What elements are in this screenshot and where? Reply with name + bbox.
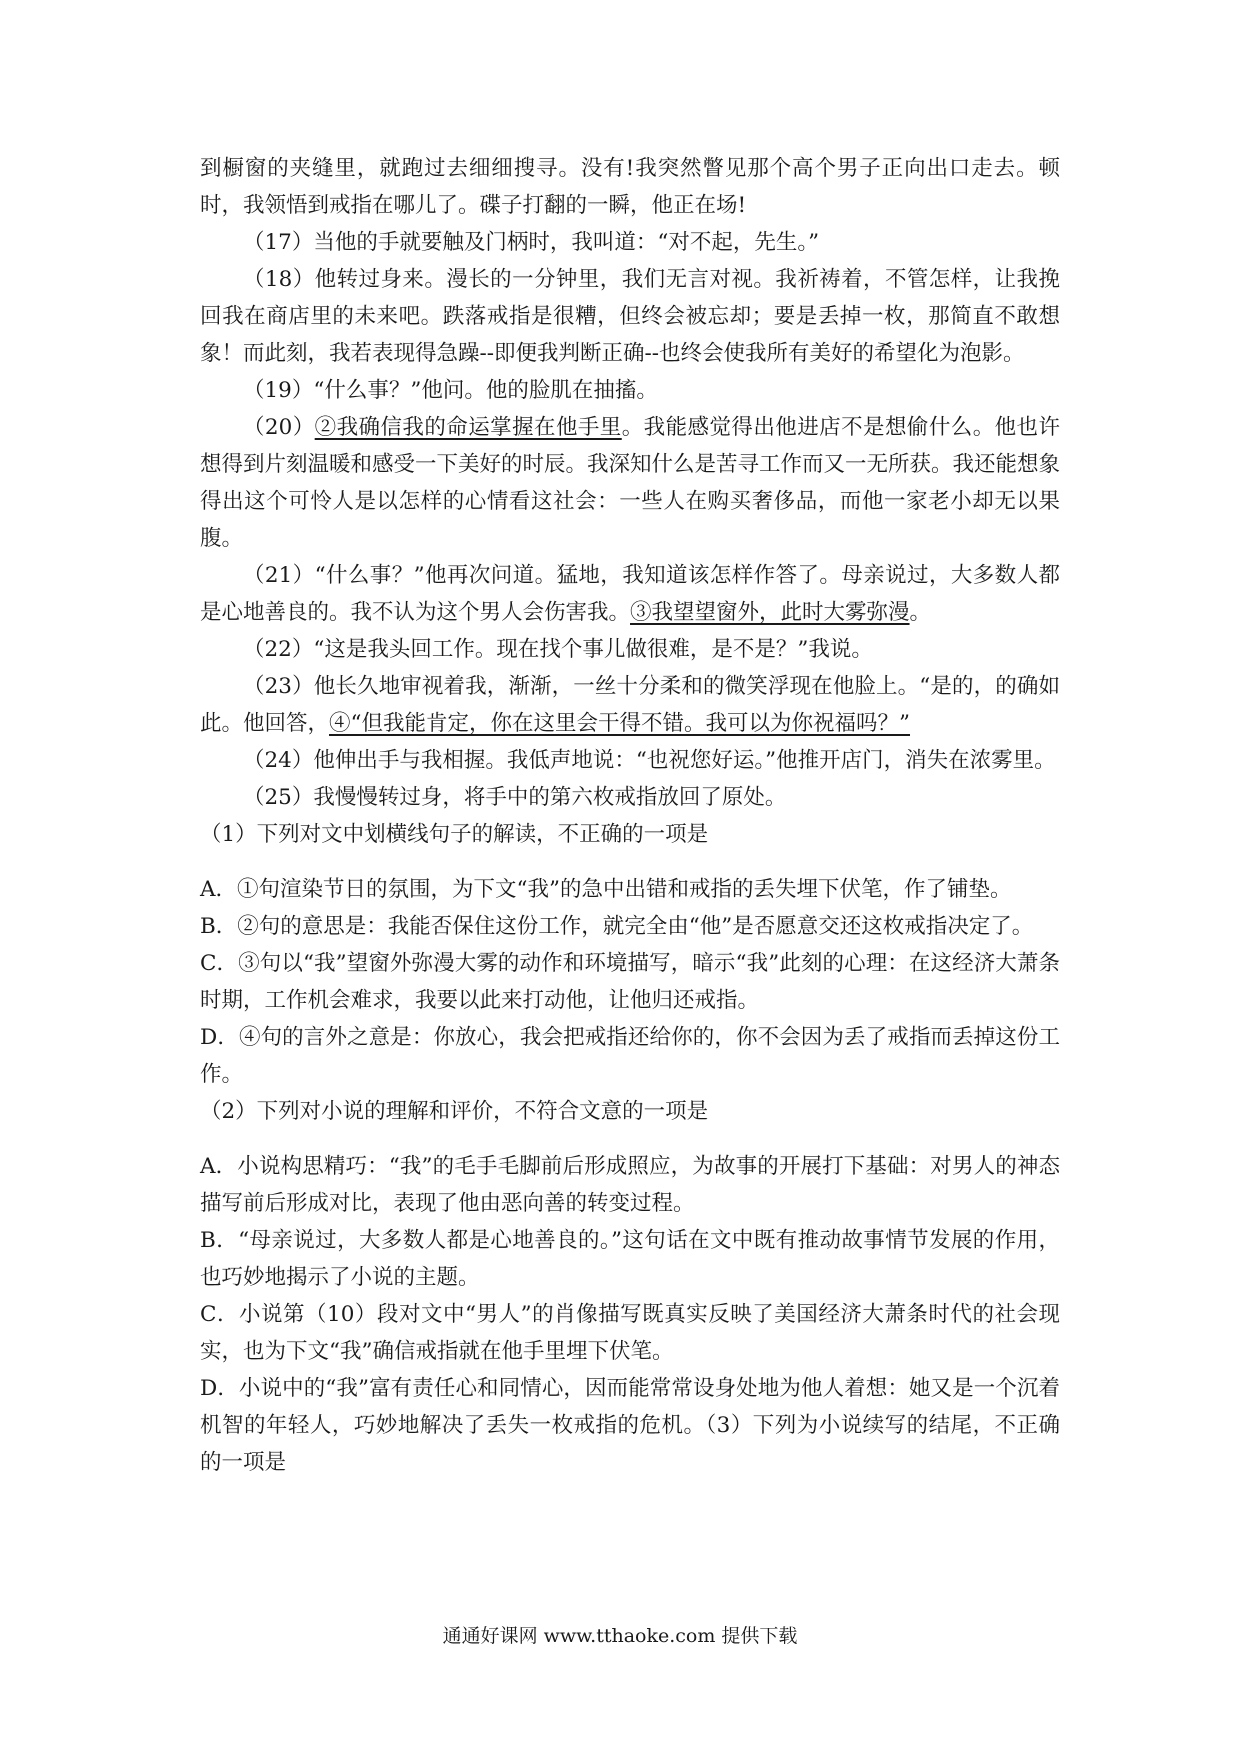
underlined-sentence-4: ④“但我能肯定，你在这里会干得不错。我可以为你祝福吗？” bbox=[329, 711, 911, 736]
paragraph-text: （23）他长久地审视着我，渐渐，一丝十分柔和的微笑浮现在他脸上。“是的，的确如此。他回答， bbox=[200, 674, 1060, 736]
page-footer: 通通好课网 www.tthaoke.com 提供下载 bbox=[442, 1625, 798, 1647]
story-paragraph-25: （25）我慢慢转过身，将手中的第六枚戒指放回了原处。 bbox=[243, 785, 787, 810]
question-2-option-c: C．小说第（10）段对文中“男人”的肖像描写既真实反映了美国经济大萧条时代的社会现实，也为下文“我”确信戒指就在他手里埋下伏笔。 bbox=[200, 1302, 1060, 1364]
story-paragraph-19: （19）“什么事？”他问。他的脸肌在抽搐。 bbox=[243, 378, 658, 403]
option-text: D．小说中的“我”富有责任心和同情心，因而能常常设身处地为他人着想：她又是一个沉着机智的年轻人，巧妙地解决了丢失一枚戒指的危机。 bbox=[200, 1376, 1060, 1438]
question-1-stem: （1）下列对文中划横线句子的解读，不正确的一项是 bbox=[200, 822, 709, 847]
question-2-option-b: B．“母亲说过，大多数人都是心地善良的。”这句话在文中既有推动故事情节发展的作用，也巧妙地揭示了小说的主题。 bbox=[200, 1228, 1060, 1290]
question-2-stem: （2）下列对小说的理解和评价，不符合文意的一项是 bbox=[200, 1099, 709, 1124]
underlined-sentence-3: ③我望望窗外，此时大雾弥漫 bbox=[630, 600, 910, 625]
underlined-sentence-2: ②我确信我的命运掌握在他手里 bbox=[314, 415, 622, 440]
question-1-option-b: B．②句的意思是：我能否保住这份工作，就完全由“他”是否愿意交还这枚戒指决定了。 bbox=[200, 914, 1034, 939]
question-2-option-a: A．小说构思精巧：“我”的毛手毛脚前后形成照应，为故事的开展打下基础：对男人的神态描写前后形成对比，表现了他由恶向善的转变过程。 bbox=[200, 1154, 1060, 1216]
document-body bbox=[200, 150, 1060, 1481]
question-1-option-d: D．④句的言外之意是：你放心，我会把戒指还给你的，你不会因为丢了戒指而丢掉这份工作。 bbox=[200, 1025, 1060, 1087]
story-paragraph-23 bbox=[200, 668, 1060, 742]
paragraph-text: 。我能感觉得出他进店不是想偷什么。他也许想得到片刻温暖和感受一下美好的时辰。我深知什么是苦寻工作而又一无所获。我还能想象得出这个可怜人是以怎样的心情看这社会：一些人在购买奢侈品，而他一家老小却无以果腹。 bbox=[200, 415, 1061, 551]
question-1-option-c: C．③句以“我”望窗外弥漫大雾的动作和环境描写，暗示“我”此刻的心理：在这经济大萧条时期，工作机会难求，我要以此来打动他，让他归还戒指。 bbox=[200, 951, 1060, 1013]
story-paragraph-18: （18）他转过身来。漫长的一分钟里，我们无言对视。我祈祷着，不管怎样，让我挽回我在商店里的未来吧。跌落戒指是很糟，但终会被忘却；要是丢掉一枚，那简直不敢想象！而此刻，我若表现得急躁--即便我判断正确--也终会使我所有美好的希望化为泡影。 bbox=[200, 267, 1060, 366]
story-paragraph-16-tail: 到橱窗的夹缝里，就跑过去细细搜寻。没有!我突然瞥见那个高个男子正向出口走去。顿时，我领悟到戒指在哪儿了。碟子打翻的一瞬，他正在场! bbox=[200, 156, 1060, 218]
story-paragraph-22: （22）“这是我头回工作。现在找个事儿做很难，是不是？”我说。 bbox=[243, 637, 873, 662]
story-paragraph-24: （24）他伸出手与我相握。我低声地说：“也祝您好运。”他推开店门，消失在浓雾里。 bbox=[243, 748, 1056, 773]
spacer bbox=[200, 853, 1060, 871]
story-paragraph-17: （17）当他的手就要触及门柄时，我叫道：“对不起，先生。” bbox=[243, 230, 820, 255]
story-paragraph-21 bbox=[200, 557, 1060, 631]
paragraph-text: 。 bbox=[909, 600, 932, 625]
story-paragraph-20 bbox=[200, 409, 1060, 557]
paragraph-number: （20） bbox=[243, 415, 315, 440]
spacer bbox=[200, 1130, 1060, 1148]
question-1-option-a: A．①句渲染节日的氛围，为下文“我”的急中出错和戒指的丢失埋下伏笔，作了铺垫。 bbox=[200, 877, 1012, 902]
question-2-option-d bbox=[200, 1370, 1060, 1481]
paragraph-text: （21）“什么事？”他再次问道。猛地，我知道该怎样作答了。母亲说过，大多数人都是心地善良的。我不认为这个男人会伤害我。 bbox=[200, 563, 1060, 625]
question-3-stem: （3）下列为小说续写的结尾，不正确的一项是 bbox=[200, 1413, 1060, 1475]
